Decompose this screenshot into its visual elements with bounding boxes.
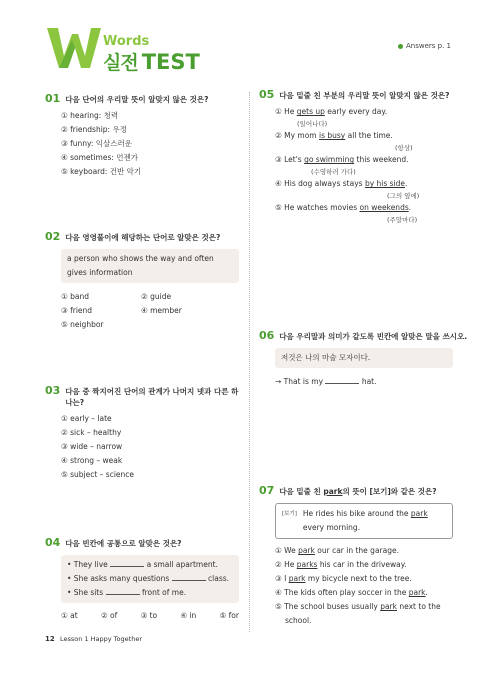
underlined-word: park bbox=[298, 546, 315, 556]
example-sentence bbox=[303, 507, 428, 535]
sentence-text: • They live bbox=[67, 560, 108, 570]
option: ④ sometimes: 언젠가 bbox=[61, 153, 139, 163]
option-continuation: school. bbox=[285, 616, 312, 626]
prompt-text: 다음 밑줄 친 bbox=[279, 487, 324, 496]
option: ① early – late bbox=[61, 413, 112, 423]
option-text: ② He bbox=[275, 560, 297, 570]
option bbox=[275, 105, 459, 119]
underlined-word: park bbox=[288, 574, 306, 584]
option bbox=[275, 129, 459, 143]
w-logo-icon bbox=[45, 24, 103, 72]
option bbox=[275, 572, 459, 586]
title-korean: 실전 bbox=[103, 52, 138, 74]
answers-ref-text: Answers p. 1 bbox=[406, 42, 452, 50]
option-text: this weekend. bbox=[354, 155, 409, 165]
question-number: 03 bbox=[45, 384, 61, 397]
option-text: ④ His dog always stays bbox=[275, 179, 365, 189]
option bbox=[275, 544, 459, 558]
option-text: next to the bbox=[397, 602, 441, 612]
option-text: . bbox=[425, 588, 428, 598]
option: ⑤ for bbox=[219, 611, 239, 621]
option bbox=[275, 153, 459, 167]
option-text: our car in the garage. bbox=[314, 546, 399, 556]
option: ③ to bbox=[140, 611, 158, 621]
option-text: ② My mom bbox=[275, 131, 319, 141]
example-box bbox=[275, 503, 453, 539]
option bbox=[275, 586, 459, 600]
underlined-word: parks bbox=[296, 560, 318, 570]
option: ③ wide – narrow bbox=[61, 441, 123, 451]
sentence-box bbox=[61, 555, 239, 603]
question-prompt bbox=[279, 485, 436, 497]
question-number: 04 bbox=[45, 536, 61, 549]
question-07 bbox=[259, 485, 459, 628]
option bbox=[275, 600, 459, 614]
option-text: ④ The kids often play soccer in the bbox=[275, 588, 409, 598]
option-text: ① We bbox=[275, 546, 299, 556]
question-02 bbox=[45, 231, 245, 332]
example-text: He rides his bike around the bbox=[302, 509, 411, 519]
question-prompt: 다음 영영풀이에 해당하는 단어로 알맞은 것은? bbox=[65, 233, 221, 242]
question-05 bbox=[259, 89, 459, 225]
question-prompt: 다음 단어의 우리말 뜻이 알맞지 않은 것은? bbox=[65, 95, 209, 104]
option: ③ friend bbox=[61, 306, 93, 316]
sentence-text: front of me. bbox=[141, 588, 187, 598]
korean-sentence-box: 저것은 나의 마술 모자이다. bbox=[275, 348, 453, 368]
option: ① at bbox=[61, 611, 78, 621]
option: ④ strong – weak bbox=[61, 455, 123, 465]
sentence-text: class. bbox=[208, 574, 230, 584]
question-06 bbox=[259, 329, 468, 389]
option-text: ③ Let's bbox=[275, 155, 305, 165]
option: ① hearing: 청력 bbox=[61, 111, 119, 121]
option bbox=[275, 177, 459, 191]
blank bbox=[172, 580, 206, 581]
option-text: early every day. bbox=[324, 107, 388, 117]
question-number: 01 bbox=[45, 92, 61, 105]
title-test: TEST bbox=[141, 50, 200, 74]
lesson-label: Lesson 1 Happy Together bbox=[60, 635, 142, 643]
question-number: 06 bbox=[259, 329, 275, 342]
option: ⑤ keyboard: 건반 악기 bbox=[61, 167, 142, 177]
gloss: (항상) bbox=[395, 144, 413, 153]
answer-text: → That is my bbox=[275, 377, 324, 387]
option: ② sick – healthy bbox=[61, 427, 122, 437]
sentence-text: a small apartment. bbox=[146, 560, 218, 570]
gloss: (주말마다) bbox=[387, 216, 418, 225]
question-04 bbox=[45, 537, 245, 623]
prompt-text: 의 뜻이 [보기]와 같은 것은? bbox=[342, 487, 437, 496]
option: ④ member bbox=[141, 306, 182, 316]
bullet-dot-icon bbox=[398, 44, 403, 49]
option-text: . bbox=[405, 179, 408, 189]
option-text: ⑤ The school buses usually bbox=[275, 602, 381, 612]
question-prompt: 다음 우리말과 의미가 같도록 빈칸에 알맞은 말을 쓰시오. bbox=[279, 332, 468, 341]
option: ② of bbox=[100, 611, 118, 621]
question-prompt: 다음 밑줄 친 부분의 우리말 뜻이 알맞지 않은 것은? bbox=[279, 91, 450, 100]
option: ② guide bbox=[141, 292, 172, 302]
words-label: Words bbox=[103, 34, 150, 49]
gloss: (일어나다) bbox=[297, 120, 328, 129]
question-prompt: 다음 빈칸에 공통으로 알맞은 것은? bbox=[65, 539, 182, 548]
option: ④ in bbox=[180, 611, 197, 621]
question-03 bbox=[45, 385, 245, 482]
answer-blank[interactable] bbox=[325, 383, 359, 384]
option-text: . bbox=[408, 203, 412, 213]
underlined-phrase: is busy bbox=[319, 131, 346, 141]
underlined-phrase: on weekends bbox=[359, 203, 409, 213]
question-01 bbox=[45, 93, 245, 179]
option: ⑤ neighbor bbox=[61, 320, 104, 330]
underlined-phrase: gets up bbox=[296, 107, 325, 117]
question-number: 05 bbox=[259, 88, 275, 101]
underlined-phrase: go swimming bbox=[304, 155, 355, 165]
sentence-text: • She sits bbox=[67, 588, 104, 598]
option bbox=[275, 558, 459, 572]
underlined-word: park bbox=[323, 487, 343, 496]
answer-line bbox=[275, 375, 459, 389]
question-number: 07 bbox=[259, 484, 275, 497]
question-prompt: 다음 중 짝지어진 단어의 관계가 나머지 넷과 다른 하나는? bbox=[65, 387, 239, 408]
blank bbox=[110, 566, 144, 567]
underlined-word: park bbox=[380, 602, 397, 612]
gloss: (수영하러 가다) bbox=[311, 168, 356, 177]
page-title bbox=[103, 48, 200, 75]
sentence-text: • She asks many questions bbox=[67, 574, 170, 584]
definition-box: a person who shows the way and often gives information bbox=[61, 249, 239, 283]
option: ⑤ subject – science bbox=[61, 469, 135, 479]
gloss: (그의 옆에) bbox=[387, 192, 420, 201]
option: ③ funny: 익살스러운 bbox=[61, 139, 133, 149]
option bbox=[275, 201, 459, 215]
column-divider bbox=[249, 92, 250, 632]
option-text: all the time. bbox=[345, 131, 393, 141]
option-text: ③ I bbox=[275, 574, 289, 584]
option: ① band bbox=[61, 292, 89, 302]
option-text: ⑤ He watches movies bbox=[275, 203, 360, 213]
option-text: ① He bbox=[275, 107, 297, 117]
question-number: 02 bbox=[45, 230, 61, 243]
example-tag: [보기] bbox=[282, 511, 297, 518]
example-text: every morning. bbox=[302, 523, 361, 533]
underlined-word: park bbox=[410, 509, 428, 519]
underlined-word: park bbox=[408, 588, 426, 598]
option: ② friendship: 우정 bbox=[61, 125, 127, 135]
option-text: his car in the driveway. bbox=[317, 560, 407, 570]
page-number: 12 bbox=[45, 635, 55, 643]
blank bbox=[106, 594, 140, 595]
answers-reference bbox=[398, 42, 451, 50]
option-text: my bicycle next to the tree. bbox=[305, 574, 412, 584]
underlined-phrase: by his side bbox=[364, 179, 406, 189]
answer-text: hat. bbox=[361, 377, 377, 387]
